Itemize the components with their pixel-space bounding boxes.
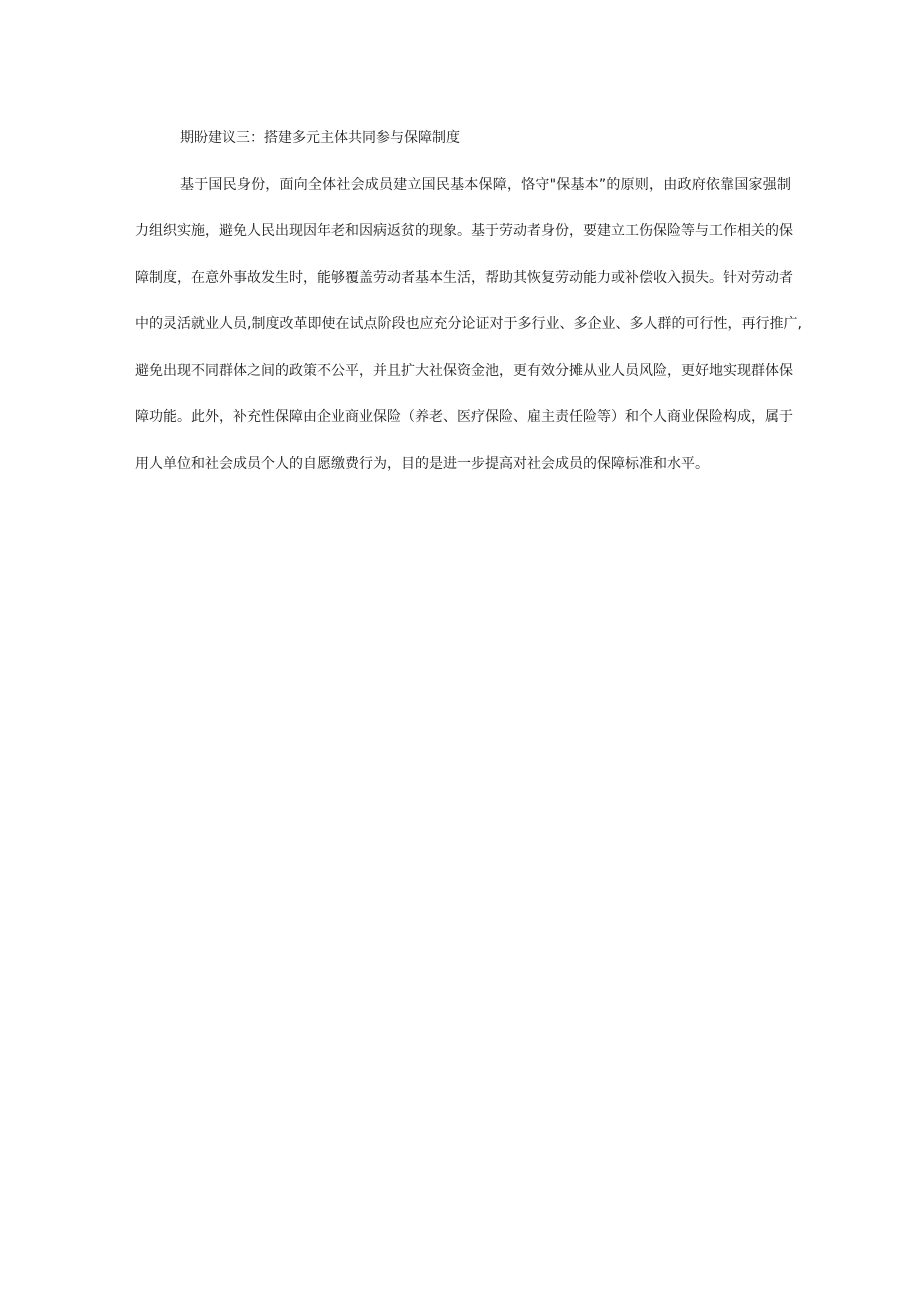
paragraph-line: 障制度，在意外事故发生时，能够覆盖劳动者基本生活，帮助其恢复劳动能力或补偿收入损失。针对劳动者 — [135, 269, 793, 286]
paragraph-line: 基于国民身份，面向全体社会成员建立国民基本保障，恪守"保基本”的原则，由政府依靠国家强制 — [180, 176, 791, 193]
paragraph-line: 中的灵活就业人员,制度改革即使在试点阶段也应充分论证对于多行业、多企业、多人群的可行性，再行推广, — [135, 316, 802, 332]
paragraph-line: 用人单位和社会成员个人的自愿缴费行为，目的是进一步提高对社会成员的保障标准和水平。 — [135, 455, 709, 472]
paragraph-line: 力组织实施，避免人民出现因年老和因病返贫的现象。基于劳动者身份，要建立工伤保险等与工作相关的保 — [135, 223, 793, 239]
paragraph-line: 障功能。此外，补充性保障由企业商业保险（养老、医疗保险、雇主责任险等）和个人商业保险构成，属于 — [135, 409, 793, 425]
paragraph — [135, 173, 802, 476]
document-body — [135, 126, 802, 476]
section-heading: 期盼建议三：搭建多元主体共同参与保障制度 — [180, 130, 460, 146]
paragraph-line: 避免出现不同群体之间的政策不公平，并且扩大社保资金池，更有效分摊从业人员风险，更好地实现群体保 — [135, 362, 793, 379]
